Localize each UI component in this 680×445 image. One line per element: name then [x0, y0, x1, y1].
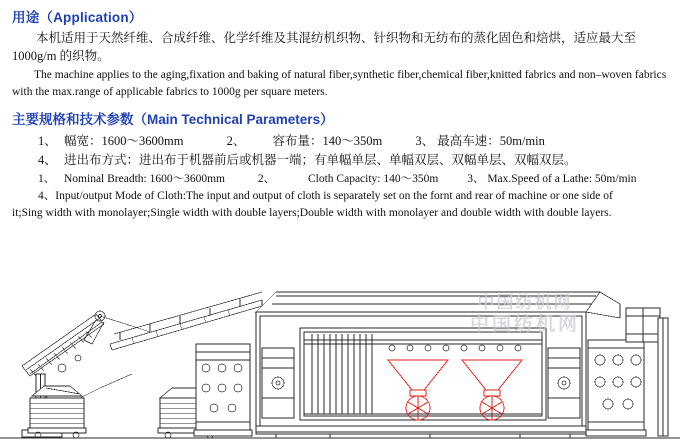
param-row-en-1-num3: 3、 [467, 173, 485, 185]
param-row-cn-1-num2: 2、 [226, 134, 246, 148]
param-row-cn-2 [12, 151, 672, 170]
text-content [12, 6, 672, 222]
param-row-cn-1-num3: 3、 [415, 134, 435, 148]
param-row-cn-2-item1: 进出布方式：进出布于机器前后或机器一端；有单幅单层、单幅双层、双幅单层、双幅双层。 [64, 153, 577, 167]
application-paragraph-cn: 本机适用于天然纤维、合成纤维、化学纤维及其混纺机织物、针织物和无纺布的蒸化固色和焙烘，适应最大至1000g/m 的织物。 [12, 31, 637, 63]
param-row-en-1 [12, 170, 672, 188]
param-row-cn-1-item2: 容布量：140～350m [272, 134, 383, 148]
param-row-cn-2-num1: 4、 [38, 153, 57, 167]
entry-roller-stack [194, 344, 252, 436]
machine-diagram [0, 248, 680, 440]
param-row-en-4-line1 [12, 188, 672, 205]
param-row-cn-1-item3: 最高车速：50m/min [437, 134, 545, 148]
application-paragraph-en: The machine applies to the aging,fixation and baking of natural fiber,synthetic fiber,chemical fiber,knitted fabrics and non–woven fabrics with the max.range of applicable fabrics to 1000g per square meters. [12, 69, 667, 98]
exit-section [586, 308, 668, 436]
entry-bridge [110, 292, 262, 350]
application-heading: 用途（Application） [12, 10, 143, 25]
param-row-en-4-num: 4、 [38, 190, 56, 202]
param-row-cn-1-num1: 1、 [38, 134, 57, 148]
param-row-en-1-item3: Max.Speed of a Lathe: 50m/min [487, 173, 637, 185]
watermark-line-1: 中国纺机网 [477, 293, 573, 312]
param-row-cn-1-item1: 幅宽：1600～3600mm [64, 134, 184, 148]
param-row-en-1-num2: 2、 [257, 173, 276, 185]
parameters-heading: 主要规格和技术参数（Main Technical Parameters） [12, 112, 334, 127]
param-row-en-4-line2 [12, 205, 672, 222]
param-row-en-1-item1: Nominal Breadth: 1600～3600mm [64, 173, 225, 185]
machine-diagram-svg [0, 248, 680, 440]
param-row-en-4-text1: Input/output Mode of Cloth:The input and output of cloth is separately set on the fornt and rear of machine or one side of [55, 190, 613, 202]
param-row-en-1-num1: 1、 [38, 173, 56, 185]
param-row-en-4-text2: it;Sing width with monolayer;Single width with double layers;Double width with monolayer and double width with double layers. [12, 207, 612, 219]
cloth-trolley-left [28, 386, 86, 438]
param-row-cn-1 [12, 132, 672, 151]
param-row-en-1-item2: Cloth Capacity: 140～350m [307, 173, 439, 185]
watermark-line-2: 中国纺机网 [469, 314, 580, 335]
